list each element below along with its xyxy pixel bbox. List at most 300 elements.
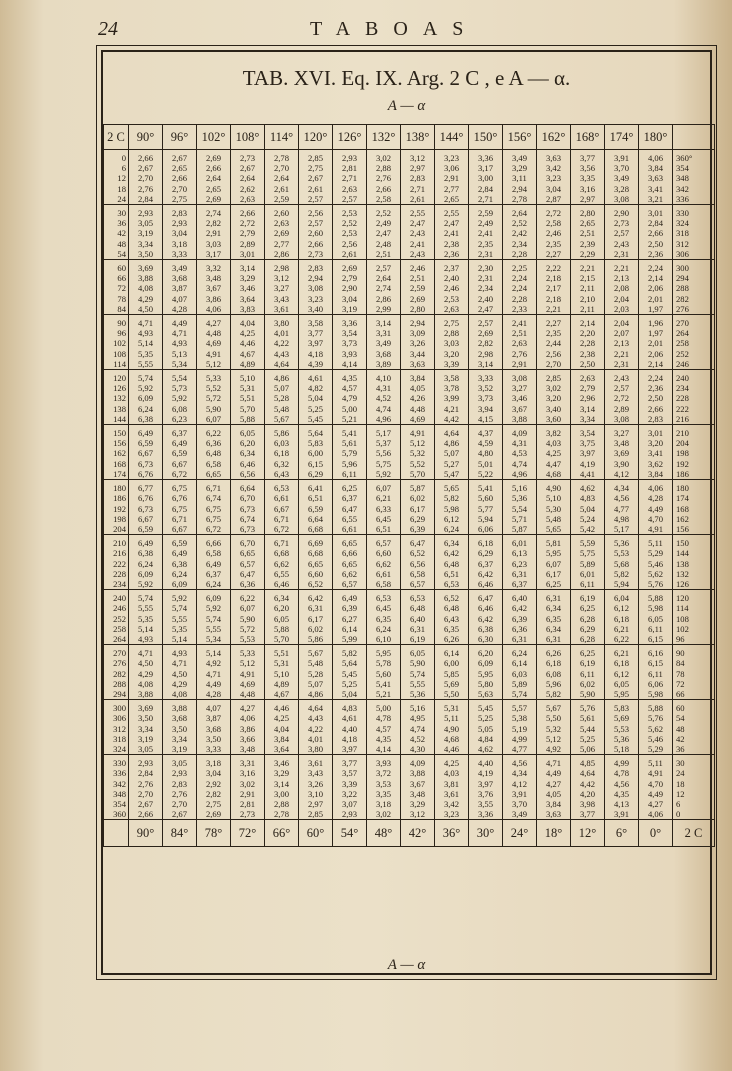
- table-value: 3,40: [307, 303, 324, 314]
- value-stack: [571, 480, 604, 534]
- arg-value-right: 66: [676, 688, 685, 699]
- table-value: 2,83: [307, 263, 324, 274]
- table-value: 3,46: [239, 283, 256, 294]
- arg-value: 360: [113, 809, 126, 820]
- table-value: 2,49: [375, 218, 392, 229]
- table-value: 2,63: [579, 373, 596, 384]
- value-stack: [503, 755, 536, 819]
- value-cell: [401, 315, 435, 370]
- value-cell: [231, 205, 265, 260]
- arg-value-right: 192: [676, 458, 689, 469]
- table-value: 2,70: [171, 183, 188, 194]
- table-value: 2,70: [273, 163, 290, 174]
- table-value: 4,20: [579, 788, 596, 799]
- value-stack: [197, 645, 230, 699]
- value-stack: [401, 480, 434, 534]
- table-value: 6,08: [545, 668, 562, 679]
- table-value: 2,47: [477, 303, 494, 314]
- table-value: 5,83: [613, 703, 630, 714]
- arg-cell: [104, 590, 129, 645]
- table-value: 6,28: [579, 613, 596, 624]
- table-value: 6,11: [648, 623, 663, 634]
- table-value: 2,42: [511, 228, 528, 239]
- arg-value-right: 342: [676, 183, 689, 194]
- table-value: 5,95: [613, 688, 630, 699]
- table-value: 6,58: [205, 548, 222, 559]
- arg-value: 0: [121, 153, 126, 163]
- table-value: 5,60: [375, 668, 392, 679]
- arg-cell: [104, 535, 129, 590]
- table-value: 3,72: [375, 768, 392, 779]
- table-value: 5,55: [171, 613, 188, 624]
- table-value: 2,71: [477, 193, 494, 204]
- arg-values: [104, 260, 128, 314]
- table-value: 3,68: [171, 273, 188, 284]
- table-value: 6,07: [545, 558, 562, 569]
- table-value: 4,46: [273, 703, 290, 714]
- table-value: 6,11: [580, 668, 595, 679]
- table-value: 4,14: [341, 358, 358, 369]
- table-value: 4,64: [273, 358, 290, 369]
- table-value: 3,34: [171, 733, 188, 744]
- table-value: 2,73: [239, 153, 256, 163]
- table-value: 5,53: [613, 548, 630, 559]
- value-cell: [401, 645, 435, 700]
- value-stack: [163, 645, 196, 699]
- table-value: 6,49: [137, 428, 154, 439]
- table-value: 2,57: [375, 263, 392, 274]
- value-stack: [639, 260, 672, 314]
- value-cell: [401, 150, 435, 205]
- table-value: 3,63: [545, 153, 562, 163]
- value-cell: [571, 150, 605, 205]
- table-value: 3,26: [307, 778, 324, 789]
- value-stack: [333, 315, 366, 369]
- table-value: 6,09: [137, 393, 154, 404]
- value-cell: [367, 480, 401, 535]
- value-stack: [265, 535, 298, 589]
- table-value: 4,67: [239, 348, 256, 359]
- table-value: 6,52: [409, 548, 426, 559]
- table-value: 2,14: [647, 358, 664, 369]
- table-value: 4,40: [341, 723, 358, 734]
- table-value: 5,88: [647, 703, 664, 714]
- table-value: 5,92: [375, 468, 392, 479]
- table-value: 2,28: [511, 248, 528, 259]
- value-cell: [333, 150, 367, 205]
- table-value: 2,56: [341, 238, 358, 249]
- table-value: 2,96: [579, 393, 596, 404]
- value-stack: [367, 205, 400, 259]
- value-stack: [435, 260, 468, 314]
- table-value: 2,63: [273, 218, 290, 229]
- arg-cell: [104, 205, 129, 260]
- arg-cell: [104, 260, 129, 315]
- table-value: 5,11: [648, 538, 663, 549]
- value-cell: [299, 370, 333, 425]
- table-value: 6,03: [273, 438, 290, 449]
- value-cell: [605, 425, 639, 480]
- table-value: 2,51: [409, 273, 426, 284]
- table-value: 2,78: [273, 153, 290, 163]
- table-value: 2,93: [341, 809, 358, 820]
- table-value: 2,52: [341, 218, 358, 229]
- table-value: 2,79: [579, 383, 596, 394]
- arg-values: [104, 425, 128, 479]
- value-cell: [333, 700, 367, 755]
- value-cell: [503, 315, 537, 370]
- table-value: 3,52: [477, 383, 494, 394]
- table-value: 4,28: [205, 688, 222, 699]
- table-value: 3,61: [307, 758, 324, 769]
- table-value: 4,50: [137, 303, 154, 314]
- value-cell: [639, 480, 673, 535]
- value-stack: [571, 205, 604, 259]
- column-footer: 78°: [197, 820, 231, 847]
- table-value: 6,38: [137, 548, 154, 559]
- table-value: 6,32: [273, 458, 290, 469]
- table-value: 2,58: [545, 218, 562, 229]
- table-value: 6,31: [545, 593, 562, 604]
- table-value: 6,47: [239, 568, 256, 579]
- value-stack: [231, 700, 264, 754]
- table-value: 2,90: [613, 208, 630, 219]
- table-value: 6,11: [580, 578, 595, 589]
- value-cell: [605, 205, 639, 260]
- table-value: 4,35: [613, 788, 630, 799]
- table-value: 5,04: [579, 503, 596, 514]
- table-value: 3,43: [307, 768, 324, 779]
- table-value: 6,21: [613, 623, 630, 634]
- arg-values-right: [673, 370, 714, 424]
- table-value: 5,48: [545, 513, 562, 524]
- table-value: 5,70: [273, 633, 290, 644]
- value-cell: [197, 370, 231, 425]
- table-value: 4,99: [511, 733, 528, 744]
- value-cell: [299, 315, 333, 370]
- arg-value: 18: [117, 183, 126, 194]
- table-value: 6,57: [239, 558, 256, 569]
- table-value: 5,53: [239, 633, 256, 644]
- table-value: 6,24: [171, 568, 188, 579]
- table-value: 3,23: [443, 809, 460, 820]
- value-cell: [571, 645, 605, 700]
- arg-cell-right: [673, 205, 715, 260]
- table-value: 3,54: [579, 428, 596, 439]
- value-stack: [333, 755, 366, 819]
- value-cell: [367, 535, 401, 590]
- table-value: 4,09: [409, 758, 426, 769]
- table-value: 2,43: [409, 228, 426, 239]
- table-value: 6,61: [375, 568, 392, 579]
- table-value: 6,07: [375, 483, 392, 494]
- table-value: 2,91: [205, 228, 222, 239]
- table-value: 5,31: [273, 658, 290, 669]
- table-value: 3,49: [511, 809, 528, 820]
- table-value: 2,18: [545, 293, 562, 304]
- table-value: 6,62: [273, 558, 290, 569]
- table-title: TAB. XVI. Eq. IX. Arg. 2 C , e A — α.: [242, 66, 571, 90]
- table-value: 5,53: [613, 723, 630, 734]
- value-cell: [571, 425, 605, 480]
- arg-values-right: [673, 205, 714, 259]
- table-value: 6,71: [273, 538, 290, 549]
- table-value: 6,66: [205, 538, 222, 549]
- table-body: [104, 150, 715, 847]
- table-value: 5,95: [477, 668, 494, 679]
- table-value: 3,33: [477, 373, 494, 384]
- table-value: 6,18: [545, 658, 562, 669]
- value-cell: [265, 535, 299, 590]
- table-value: 4,19: [579, 458, 596, 469]
- table-value: 3,06: [443, 163, 460, 174]
- table-value: 4,03: [443, 768, 460, 779]
- value-stack: [265, 150, 298, 204]
- value-stack: [197, 535, 230, 589]
- table-value: 6,73: [239, 523, 256, 534]
- table-value: 2,10: [579, 293, 596, 304]
- table-value: 6,51: [443, 568, 460, 579]
- table-value: 5,98: [443, 503, 460, 514]
- table-value: 2,21: [545, 303, 562, 314]
- table-value: 3,82: [545, 428, 562, 439]
- table-value: 2,70: [137, 788, 154, 799]
- table-value: 6,75: [171, 503, 188, 514]
- table-value: 5,14: [205, 648, 222, 659]
- value-stack: [401, 700, 434, 754]
- table-value: 2,48: [375, 238, 392, 249]
- table-value: 2,34: [477, 283, 494, 294]
- table-value: 6,34: [545, 623, 562, 634]
- table-value: 6,28: [579, 633, 596, 644]
- table-value: 4,48: [409, 403, 426, 414]
- value-stack: [299, 205, 332, 259]
- table-value: 2,76: [375, 173, 392, 184]
- table-value: 4,12: [511, 778, 528, 789]
- table-value: 4,86: [307, 688, 324, 699]
- table-value: 2,67: [137, 798, 154, 809]
- table-value: 6,64: [307, 513, 324, 524]
- table-value: 6,35: [375, 613, 392, 624]
- table-value: 6,10: [375, 633, 392, 644]
- arg-value: 126: [113, 383, 126, 394]
- table-value: 4,21: [443, 403, 460, 414]
- value-stack: [639, 425, 672, 479]
- table-value: 2,30: [477, 263, 494, 274]
- table-value: 3,29: [409, 798, 426, 809]
- column-footer: 90°: [129, 820, 163, 847]
- table-value: 3,57: [341, 768, 358, 779]
- table-value: 6,72: [171, 468, 188, 479]
- value-cell: [129, 700, 163, 755]
- value-stack: [639, 700, 672, 754]
- table-value: 3,27: [511, 383, 528, 394]
- value-cell: [605, 480, 639, 535]
- table-value: 2,94: [409, 318, 426, 329]
- arg-values: [104, 755, 128, 819]
- table-value: 3,28: [613, 183, 630, 194]
- value-stack: [537, 150, 570, 204]
- table-value: 3,88: [137, 688, 154, 699]
- table-value: 2,59: [409, 283, 426, 294]
- table-value: 5,16: [511, 483, 528, 494]
- table-value: 2,36: [443, 248, 460, 259]
- table-value: 6,73: [239, 503, 256, 514]
- table-value: 4,79: [341, 393, 358, 404]
- value-stack: [129, 645, 162, 699]
- table-value: 3,36: [477, 809, 494, 820]
- value-cell: [197, 700, 231, 755]
- table-value: 5,31: [239, 383, 256, 394]
- table-value: 2,86: [375, 293, 392, 304]
- table-value: 3,62: [647, 458, 664, 469]
- value-cell: [639, 535, 673, 590]
- arg-value-right: 354: [676, 163, 689, 174]
- table-value: 2,69: [341, 263, 358, 274]
- table-value: 3,29: [273, 768, 290, 779]
- table-value: 6,42: [307, 593, 324, 604]
- value-stack: [129, 315, 162, 369]
- table-value: 6,72: [205, 523, 222, 534]
- arg-values-right: [673, 425, 714, 479]
- table-value: 3,67: [205, 283, 222, 294]
- table-value: 6,59: [171, 538, 188, 549]
- table-value: 5,94: [477, 513, 494, 524]
- arg-value: 174: [113, 468, 126, 479]
- table-value: 5,29: [647, 548, 664, 559]
- table-value: 4,61: [341, 713, 358, 724]
- table-value: 6,12: [613, 668, 630, 679]
- value-stack: [469, 535, 502, 589]
- table-value: 5,42: [579, 523, 596, 534]
- table-value: 6,53: [375, 593, 392, 604]
- table-value: 2,65: [205, 183, 222, 194]
- table-value: 6,58: [409, 568, 426, 579]
- value-cell: [537, 260, 571, 315]
- table-value: 3,01: [647, 428, 664, 439]
- table-value: 2,17: [545, 283, 562, 294]
- table-value: 2,72: [613, 393, 630, 404]
- value-cell: [571, 260, 605, 315]
- table-value: 5,88: [239, 413, 256, 424]
- value-cell: [503, 205, 537, 260]
- table-value: 2,63: [511, 338, 528, 349]
- arg-value-right: 42: [676, 733, 685, 744]
- table-value: 2,81: [239, 798, 256, 809]
- value-cell: [333, 480, 367, 535]
- value-cell: [469, 535, 503, 590]
- table-value: 6,49: [205, 558, 222, 569]
- table-value: 2,98: [273, 263, 290, 274]
- table-value: 5,72: [239, 623, 256, 634]
- table-value: 5,74: [205, 613, 222, 624]
- corner-left: 2 C: [104, 125, 129, 150]
- table-value: 6,37: [341, 493, 358, 504]
- table-value: 6,33: [375, 503, 392, 514]
- table-value: 5,00: [341, 403, 358, 414]
- table-value: 4,01: [273, 328, 290, 339]
- value-cell: [537, 205, 571, 260]
- table-value: 4,46: [443, 743, 460, 754]
- value-stack: [537, 260, 570, 314]
- value-stack: [129, 425, 162, 479]
- table-value: 3,35: [579, 173, 596, 184]
- arg-values: [104, 700, 128, 754]
- table-value: 6,18: [273, 448, 290, 459]
- table-value: 6,52: [307, 578, 324, 589]
- table-value: 5,48: [307, 658, 324, 669]
- arg-value-right: 126: [676, 578, 689, 589]
- value-cell: [571, 700, 605, 755]
- table-value: 3,05: [137, 218, 154, 229]
- arg-value: 354: [113, 798, 126, 809]
- table-value: 3,53: [375, 778, 392, 789]
- table-value: 2,41: [409, 238, 426, 249]
- table-value: 5,45: [341, 668, 358, 679]
- column-footer: 0°: [639, 820, 673, 847]
- table-value: 2,78: [273, 809, 290, 820]
- table-value: 6,42: [443, 548, 460, 559]
- table-value: 5,29: [647, 743, 664, 754]
- table-value: 3,93: [375, 758, 392, 769]
- table-value: 2,84: [137, 193, 154, 204]
- arg-cell: [104, 700, 129, 755]
- value-stack: [639, 315, 672, 369]
- value-stack: [639, 535, 672, 589]
- value-cell: [299, 645, 333, 700]
- table-value: 3,91: [511, 788, 528, 799]
- table-value: 4,90: [443, 723, 460, 734]
- table-value: 2,76: [137, 778, 154, 789]
- value-cell: [265, 370, 299, 425]
- value-stack: [435, 480, 468, 534]
- table-value: 2,08: [613, 283, 630, 294]
- table-value: 5,27: [443, 458, 460, 469]
- table-value: 6,06: [647, 678, 664, 689]
- value-cell: [639, 425, 673, 480]
- value-stack: [231, 535, 264, 589]
- value-stack: [265, 425, 298, 479]
- arg-value: 216: [113, 548, 126, 559]
- table-value: 2,46: [545, 228, 562, 239]
- table-block-row: [104, 370, 715, 425]
- arg-value: 102: [113, 338, 126, 349]
- table-value: 4,26: [409, 393, 426, 404]
- table-value: 6,31: [307, 603, 324, 614]
- table-value: 3,44: [409, 348, 426, 359]
- table-value: 2,93: [341, 153, 358, 163]
- arg-value: 96: [117, 328, 126, 339]
- value-cell: [639, 150, 673, 205]
- value-stack: [265, 700, 298, 754]
- table-value: 6,61: [273, 493, 290, 504]
- table-value: 6,46: [477, 603, 494, 614]
- table-value: 3,49: [511, 153, 528, 163]
- value-stack: [163, 315, 196, 369]
- table-value: 5,61: [579, 713, 596, 724]
- value-cell: [469, 755, 503, 820]
- table-value: 5,81: [545, 538, 562, 549]
- table-value: 2,11: [580, 303, 595, 314]
- value-stack: [639, 755, 672, 819]
- table-value: 3,36: [341, 318, 358, 329]
- table-value: 4,85: [579, 758, 596, 769]
- value-cell: [231, 590, 265, 645]
- table-value: 2,83: [409, 173, 426, 184]
- value-stack: [299, 150, 332, 204]
- table-value: 5,04: [307, 393, 324, 404]
- table-value: 4,41: [579, 468, 596, 479]
